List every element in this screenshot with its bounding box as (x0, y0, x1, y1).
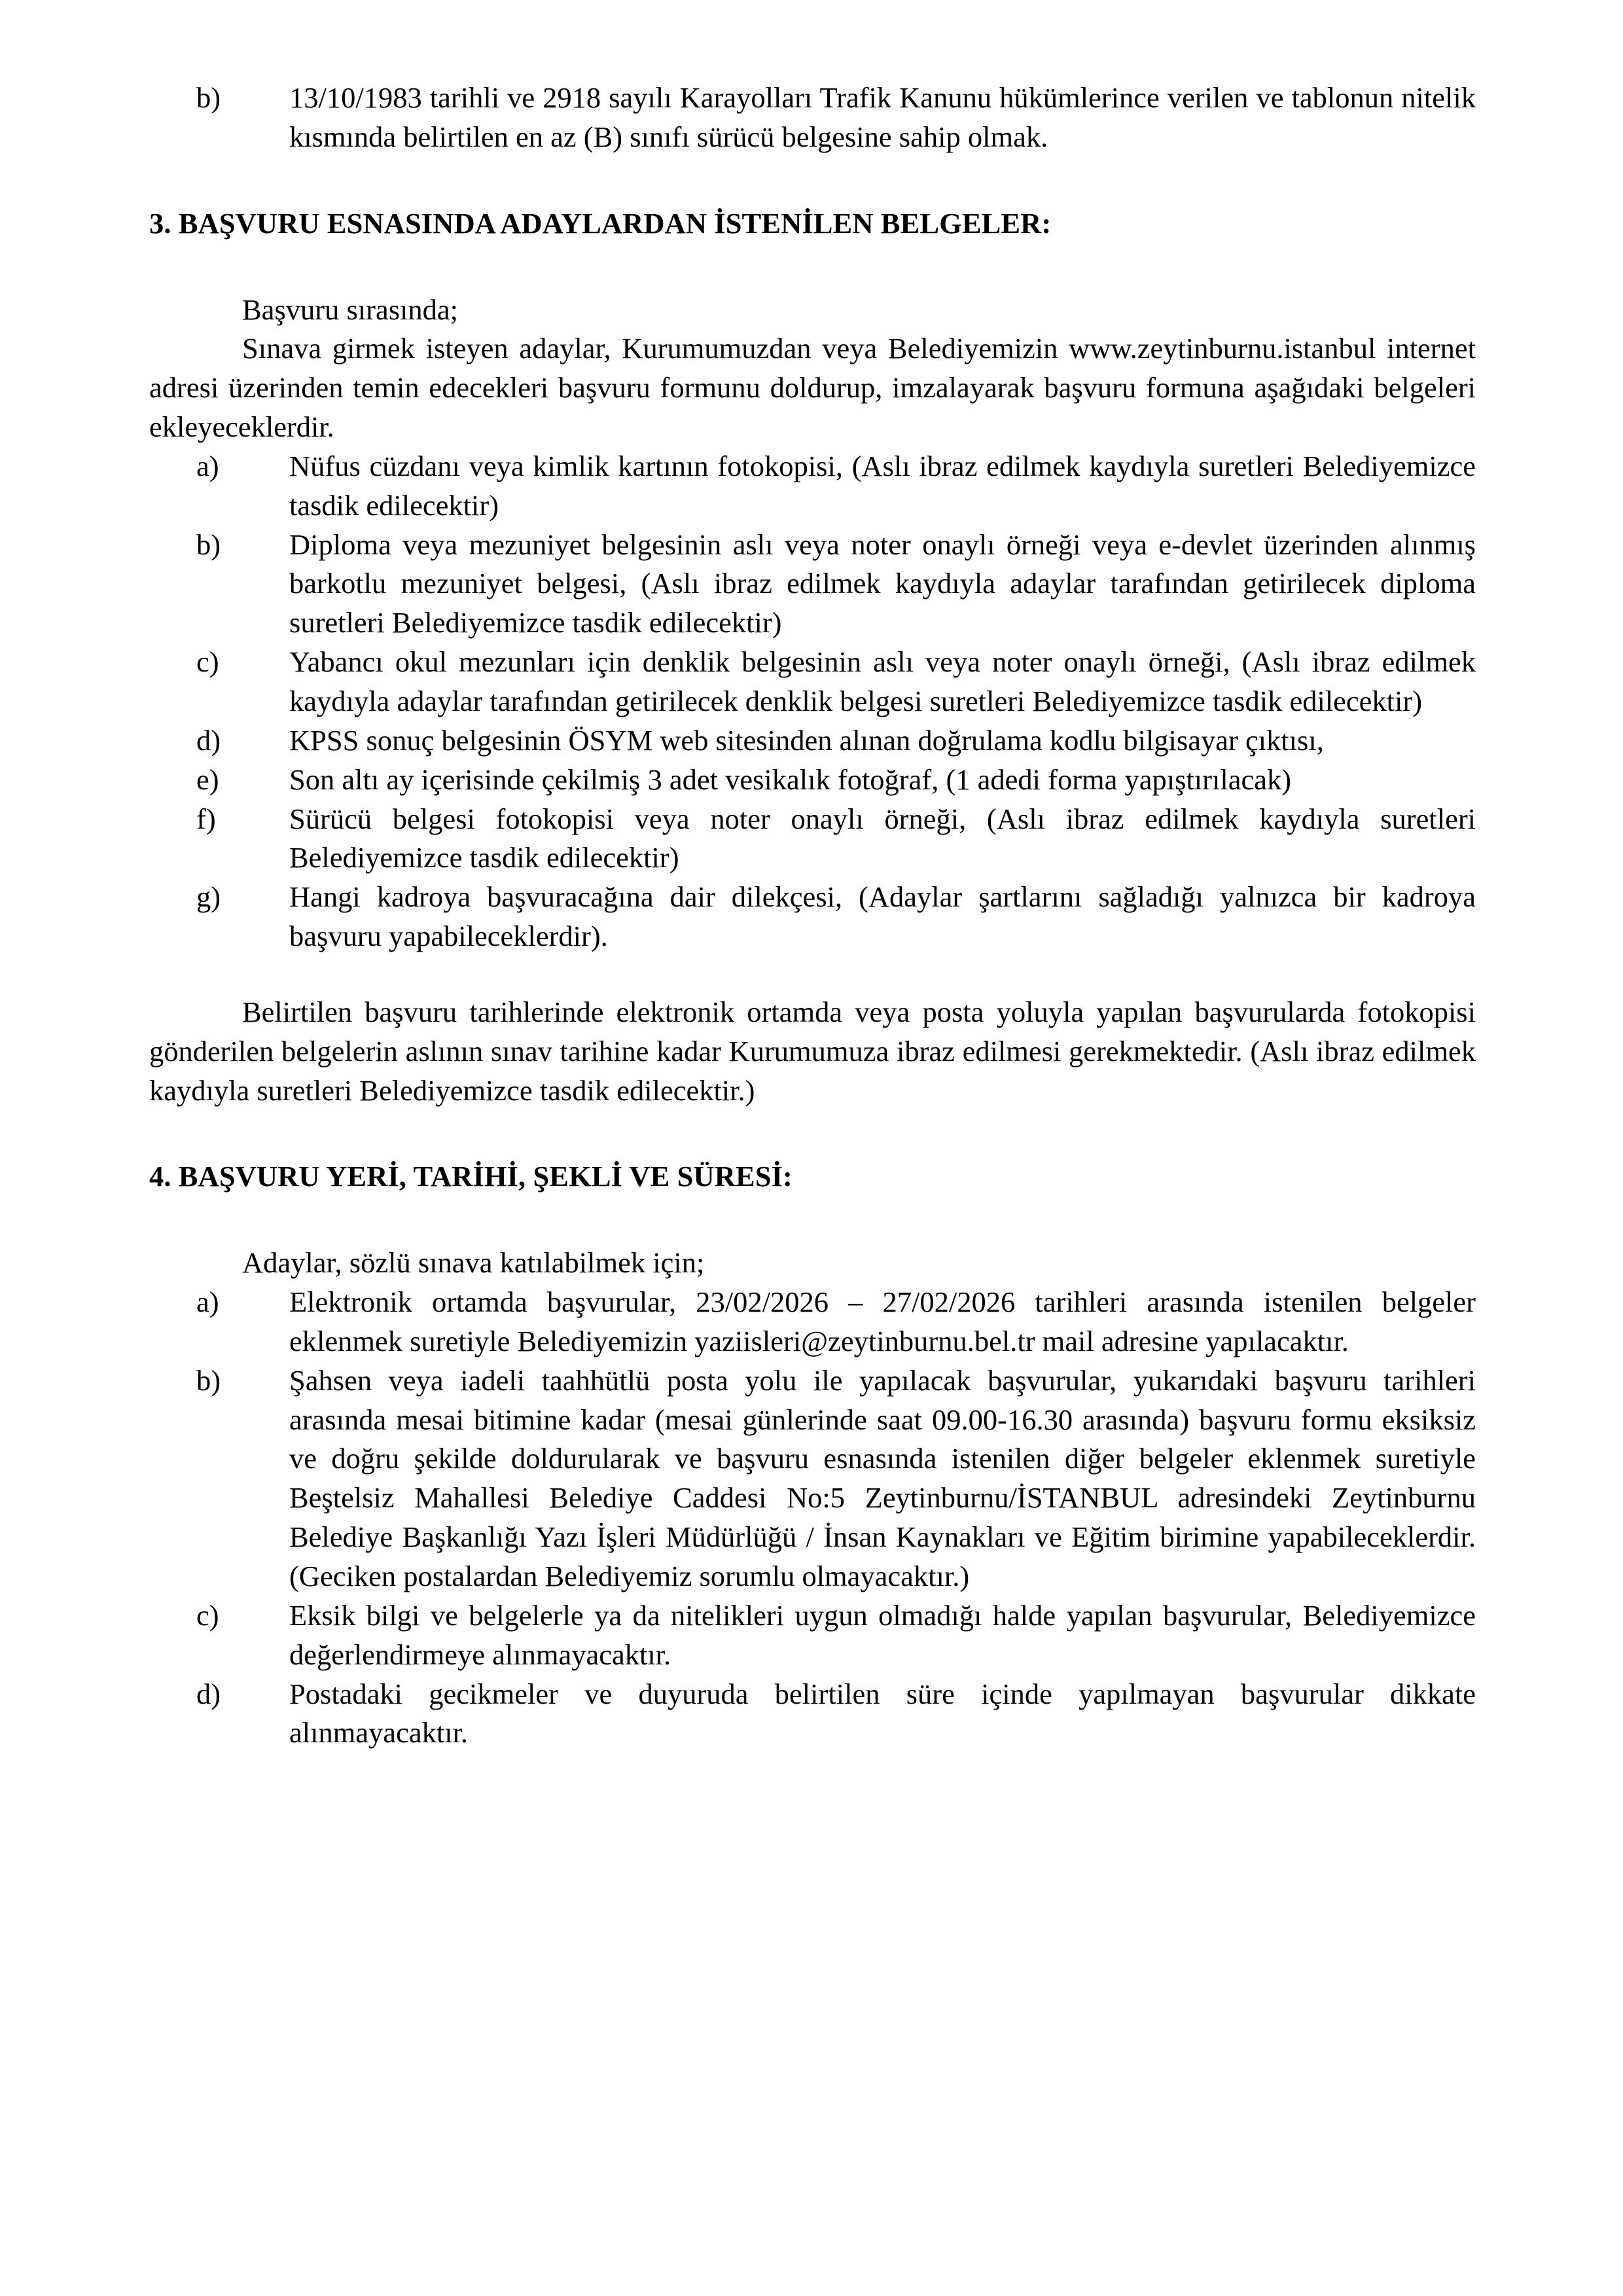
list-item (196, 721, 1476, 761)
spacer (149, 1196, 1476, 1244)
section-4-intro-line: Adaylar, sözlü sınava katılabilmek için; (242, 1246, 705, 1280)
list-marker: b) (196, 1363, 221, 1397)
list-marker: a) (196, 1285, 219, 1319)
list-item-text: Son altı ay içerisinde çekilmiş 3 adet vesikalık fotoğraf, (1 adedi forma yapıştırılacak) (289, 762, 1292, 796)
list-marker: g) (196, 880, 221, 914)
list-item (196, 800, 1476, 878)
list-marker: b) (196, 528, 221, 561)
spacer (149, 157, 1476, 204)
list-item (196, 526, 1476, 643)
list-item (196, 643, 1476, 721)
section-4-heading: 4. BAŞVURU YERİ, TARİHİ, ŞEKLİ VE SÜRESİ: (149, 1160, 793, 1193)
list-item-text: Postadaki gecikmeler ve duyuruda belirtilen süre içinde yapılmayan başvurular dikkate alınmayacaktır. (289, 1677, 1476, 1749)
list-item (196, 447, 1476, 526)
list-marker: d) (196, 723, 221, 757)
list-item (196, 1361, 1476, 1596)
list-item-text: Elektronik ortamda başvurular, 23/02/2026 – 27/02/2026 tarihleri arasında istenilen belgeler eklenmek suretiyle Belediyemizin yaziisleri@zeytinburnu.bel.tr mail adresine yapılacaktır. (289, 1285, 1476, 1357)
carryover-list (149, 79, 1476, 157)
section-3-heading: 3. BAŞVURU ESNASINDA ADAYLARDAN İSTENİLEN BELGELER: (149, 206, 1052, 240)
list-item-text: KPSS sonuç belgesinin ÖSYM web sitesinden alınan doğrulama kodlu bilgisayar çıktısı, (289, 723, 1324, 757)
list-marker: e) (196, 762, 219, 796)
list-item-text: Hangi kadroya başvuracağına dair dilekçesi, (Adaylar şartlarını sağladığı yalnızca bir kadroya başvuru yapabileceklerdir). (289, 880, 1476, 953)
list-item (196, 79, 1476, 157)
spacer (149, 243, 1476, 291)
list-item-text: 13/10/1983 tarihli ve 2918 sayılı Karayolları Trafik Kanunu hükümlerince verilen ve tablonun nitelik kısmında belirtilen en az (B) sınıfı sürücü belgesine sahip olmak. (289, 81, 1476, 153)
list-item (196, 878, 1476, 956)
list-marker: c) (196, 645, 219, 679)
list-marker: f) (196, 802, 216, 835)
list-item-text: Eksik bilgi ve belgelerle ya da nitelikleri uygun olmadığı halde yapılan başvurular, Belediyemizce değerlendirmeye alınmayacaktır. (289, 1598, 1476, 1671)
list-item-text: Sürücü belgesi fotokopisi veya noter onaylı örneği, (Aslı ibraz edilmek kaydıyla suretleri Belediyemizce tasdik edilecektir) (289, 802, 1476, 874)
section-3-intro-paragraph: Sınava girmek isteyen adaylar, Kurumumuzdan veya Belediyemizin www.zeytinburnu.istanbul internet adresi üzerinden temin edecekleri başvuru formunu doldurup, imzalayarak başvuru formuna aşağıdaki belgeleri ekleyeceklerdir. (149, 332, 1476, 444)
section-3-intro-line: Başvuru sırasında; (242, 293, 458, 326)
list-item (196, 1283, 1476, 1361)
section-4-list (149, 1283, 1476, 1753)
list-marker: c) (196, 1598, 219, 1632)
section-3-closing-paragraph: Belirtilen başvuru tarihlerinde elektronik ortamda veya posta yoluyla yapılan başvurularda fotokopisi gönderilen belgelerin aslının sınav tarihine kadar Kurumumuza ibraz edilmesi gerekmektedir. (Aslı ibraz edilmek kaydıyla suretleri Belediyemizce tasdik edilecektir.) (149, 995, 1476, 1107)
list-item-text: Diploma veya mezuniyet belgesinin aslı veya noter onaylı örneği veya e-devlet üzerinden alınmış barkotlu mezuniyet belgesi, (Aslı ibraz edilmek kaydıyla adaylar tarafından getirilecek diploma suretleri Belediyemizce tasdik edilecektir) (289, 528, 1476, 639)
list-marker: a) (196, 449, 219, 482)
list-item (196, 1596, 1476, 1675)
list-item-text: Yabancı okul mezunları için denklik belgesinin aslı veya noter onaylı örneği, (Aslı ibraz edilmek kaydıyla adaylar tarafından getirilecek denklik belgesi suretleri Belediyemizce tasdik edilecektir) (289, 645, 1476, 717)
list-item-text: Şahsen veya iadeli taahhütlü posta yolu ile yapılacak başvurular, yukarıdaki başvuru tarihleri arasında mesai bitimine kadar (mesai günlerinde saat 09.00-16.30 arasında) başvuru formu eksiksiz ve doğru şekilde doldurularak ve başvuru esnasında istenilen diğer belgeler eklenmek suretiyle Beştelsiz Mahallesi Belediye Caddesi No:5 Zeytinburnu/İSTANBUL adresindeki Zeytinburnu Belediye Başkanlığı Yazı İşleri Müdürlüğü / İnsan Kaynakları ve Eğitim birimine yapabileceklerdir. (Geciken postalardan Belediyemiz sorumlu olmayacaktır.) (289, 1363, 1476, 1592)
list-item (196, 761, 1476, 800)
spacer (149, 956, 1476, 993)
section-3-list (149, 447, 1476, 956)
list-marker: d) (196, 1677, 221, 1710)
spacer (149, 1110, 1476, 1157)
list-item-text: Nüfus cüzdanı veya kimlik kartının fotokopisi, (Aslı ibraz edilmek kaydıyla suretleri Belediyemizce tasdik edilecektir) (289, 449, 1476, 522)
list-marker: b) (196, 81, 221, 114)
list-item (196, 1675, 1476, 1753)
document-body (149, 79, 1476, 1753)
